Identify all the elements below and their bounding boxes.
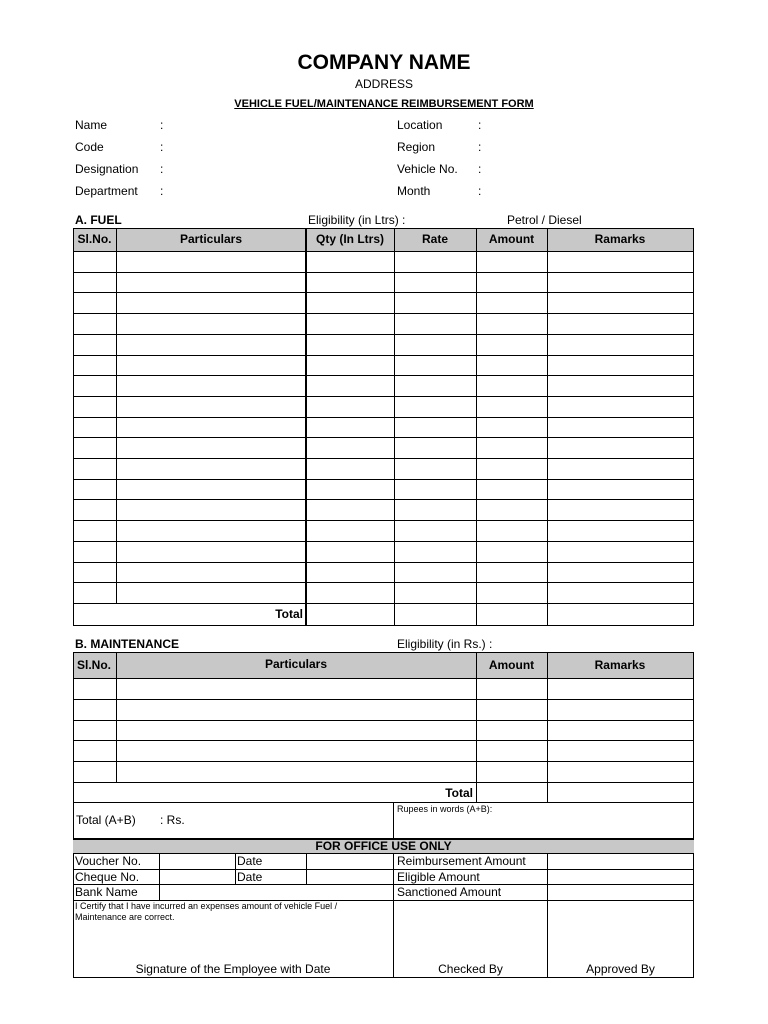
fuel-col-qty: Qty (In Ltrs) xyxy=(316,232,384,246)
fuel-col-remarks: Ramarks xyxy=(594,232,646,246)
cheque-no-label: Cheque No. xyxy=(75,870,140,884)
checked-by-label: Checked By xyxy=(438,962,503,976)
field-sep: : xyxy=(478,140,482,154)
fuel-col-rate: Rate xyxy=(421,232,448,246)
sanctioned-amount-label: Sanctioned Amount xyxy=(397,885,502,899)
field-sep: : xyxy=(478,162,482,176)
fuel-eligibility: Eligibility (in Ltrs) : xyxy=(308,213,406,227)
maintenance-col-sl-no: Sl.No. xyxy=(77,658,112,672)
field-label-location: Location xyxy=(397,118,443,132)
field-sep: : xyxy=(478,184,482,198)
approved-by-label: Approved By xyxy=(586,962,655,976)
fuel-col-amount: Amount xyxy=(488,232,535,246)
date-label: Date xyxy=(237,854,263,868)
fuel-total-label: Total xyxy=(275,607,303,621)
maintenance-total-label: Total xyxy=(445,786,473,800)
field-label-designation: Designation xyxy=(75,162,139,176)
company-name: COMPANY NAME xyxy=(297,51,471,74)
office-use-title: FOR OFFICE USE ONLY xyxy=(315,839,452,853)
voucher-no-label: Voucher No. xyxy=(75,854,142,868)
field-label-name: Name xyxy=(75,118,108,132)
maintenance-col-remarks: Ramarks xyxy=(594,658,646,672)
fuel-col-particulars: Particulars xyxy=(179,232,243,246)
field-sep: : xyxy=(160,162,164,176)
maintenance-eligibility: Eligibility (in Rs.) : xyxy=(397,637,493,651)
field-label-vehicle-no: Vehicle No. xyxy=(397,162,458,176)
field-label-code: Code xyxy=(75,140,104,154)
employee-signature-label: Signature of the Employee with Date xyxy=(135,962,331,976)
eligible-amount-label: Eligible Amount xyxy=(397,870,480,884)
company-address: ADDRESS xyxy=(354,77,413,91)
grand-total-currency: : Rs. xyxy=(160,813,185,827)
date-label: Date xyxy=(237,870,263,884)
field-label-month: Month xyxy=(397,184,431,198)
field-sep: : xyxy=(160,118,164,132)
reimbursement-amount-label: Reimbursement Amount xyxy=(397,854,526,868)
field-sep: : xyxy=(160,140,164,154)
fuel-type: Petrol / Diesel xyxy=(507,213,582,227)
form-title: VEHICLE FUEL/MAINTENANCE REIMBURSEMENT FORM xyxy=(234,98,534,110)
maintenance-col-particulars: Particulars xyxy=(264,657,328,671)
rupees-in-words-label: Rupees in words (A+B): xyxy=(397,804,493,814)
field-sep: : xyxy=(478,118,482,132)
fuel-col-sl-no: Sl.No. xyxy=(77,232,112,246)
bank-name-label: Bank Name xyxy=(75,885,138,899)
certification-text: I Certify that I have incurred an expenses amount of vehicle Fuel / Maintenance are correct. xyxy=(75,901,338,922)
maintenance-section-title: B. MAINTENANCE xyxy=(75,637,179,651)
field-label-department: Department xyxy=(75,184,138,198)
grand-total-label: Total (A+B) xyxy=(76,813,136,827)
field-sep: : xyxy=(160,184,164,198)
maintenance-col-amount: Amount xyxy=(488,658,535,672)
field-label-region: Region xyxy=(397,140,436,154)
fuel-section-title: A. FUEL xyxy=(75,213,122,227)
